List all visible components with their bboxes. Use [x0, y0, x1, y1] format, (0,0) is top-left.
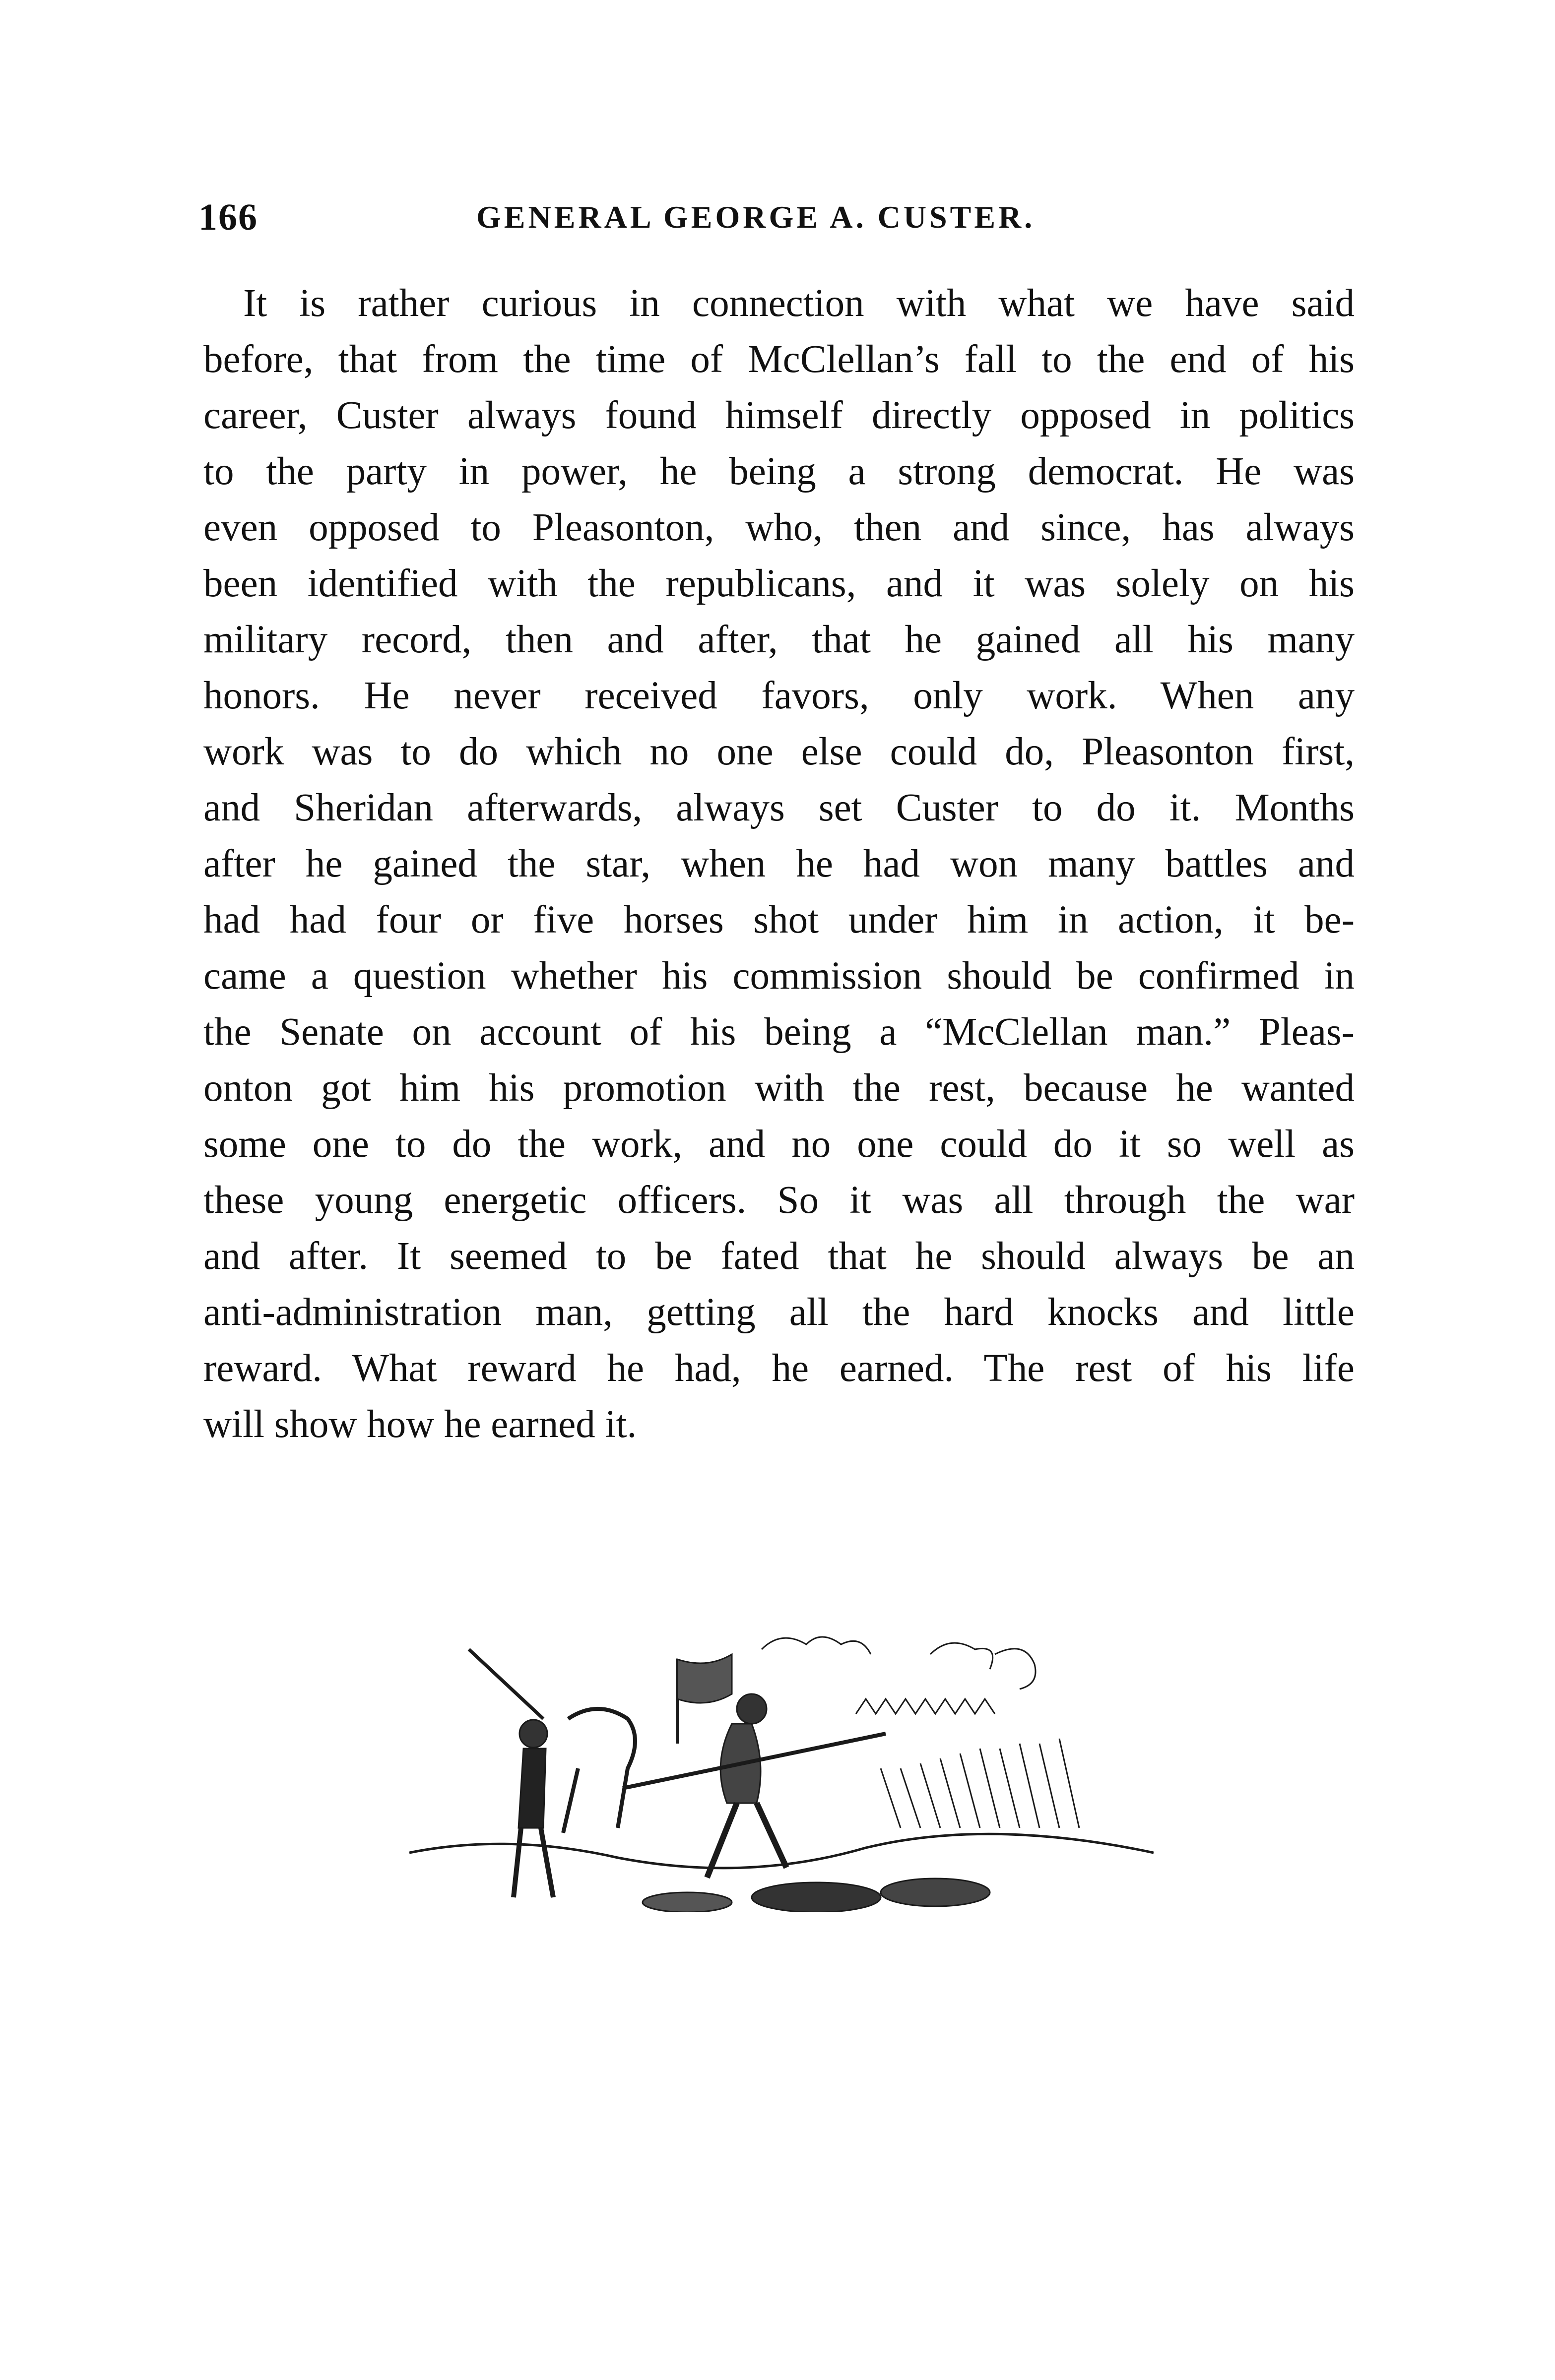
officer-head	[519, 1720, 547, 1748]
flag	[677, 1654, 732, 1703]
text-line: these young energetic officers. So it was all through the war	[203, 1179, 1355, 1222]
text-line: came a question whether his commission should be confirmed in	[203, 954, 1355, 998]
smoke-cloud	[930, 1643, 993, 1669]
body-paragraph	[203, 275, 1355, 1452]
text-line: even opposed to Pleasonton, who, then and since, has always	[203, 506, 1355, 549]
running-head	[198, 196, 1355, 241]
text-line: career, Custer always found himself directly opposed in politics	[203, 394, 1355, 437]
text-line: work was to do which no one else could do, Pleasonton first,	[203, 730, 1355, 773]
text-line: been identified with the republicans, and it was solely on his	[203, 562, 1355, 605]
text-line: had had four or five horses shot under him in action, it be-	[203, 898, 1355, 941]
text-line: and after. It seemed to be fated that he should always be an	[203, 1235, 1355, 1278]
text-line: onton got him his promotion with the rest, because he wanted	[203, 1066, 1355, 1110]
text-line: before, that from the time of McClellan’s fall to the end of his	[203, 338, 1355, 381]
officer-body	[518, 1749, 546, 1828]
rock	[643, 1892, 732, 1912]
soldier-head	[737, 1694, 767, 1724]
engraving-strokes	[409, 1637, 1154, 1912]
rock	[752, 1882, 881, 1912]
hill-hatching	[881, 1739, 1079, 1828]
text-line: honors. He never received favors, only work. When any	[203, 674, 1355, 717]
text-line: some one to do the work, and no one could do it so well as	[203, 1123, 1355, 1166]
smoke-cloud	[995, 1649, 1036, 1689]
battle-scene-engraving-icon	[409, 1620, 1154, 1912]
text-line: the Senate on account of his being a “McClellan man.” Pleas-	[203, 1010, 1355, 1054]
text-line: after he gained the star, when he had won many battles and	[203, 842, 1355, 885]
smoke-cloud	[762, 1637, 871, 1654]
page-number: 166	[198, 196, 258, 238]
text-line: reward. What reward he had, he earned. The rest of his life	[203, 1347, 1355, 1390]
officer-legs	[514, 1828, 553, 1897]
text-line: military record, then and after, that he gained all his many	[203, 618, 1355, 661]
text-line: and Sheridan afterwards, always set Custer to do it. Months	[203, 786, 1355, 829]
rock	[881, 1879, 990, 1906]
text-line: It is rather curious in connection with what we have said	[243, 282, 1355, 325]
horse	[563, 1709, 635, 1833]
battle-scene-svg	[409, 1620, 1154, 1912]
distant-troops	[856, 1699, 995, 1714]
text-line: anti-administration man, getting all the hard knocks and little	[203, 1291, 1355, 1334]
text-line: will show how he earned it.	[203, 1403, 637, 1446]
raised-sword	[469, 1649, 543, 1719]
running-title: GENERAL GEORGE A. CUSTER.	[476, 199, 1036, 235]
text-line: to the party in power, he being a strong democrat. He was	[203, 450, 1355, 493]
